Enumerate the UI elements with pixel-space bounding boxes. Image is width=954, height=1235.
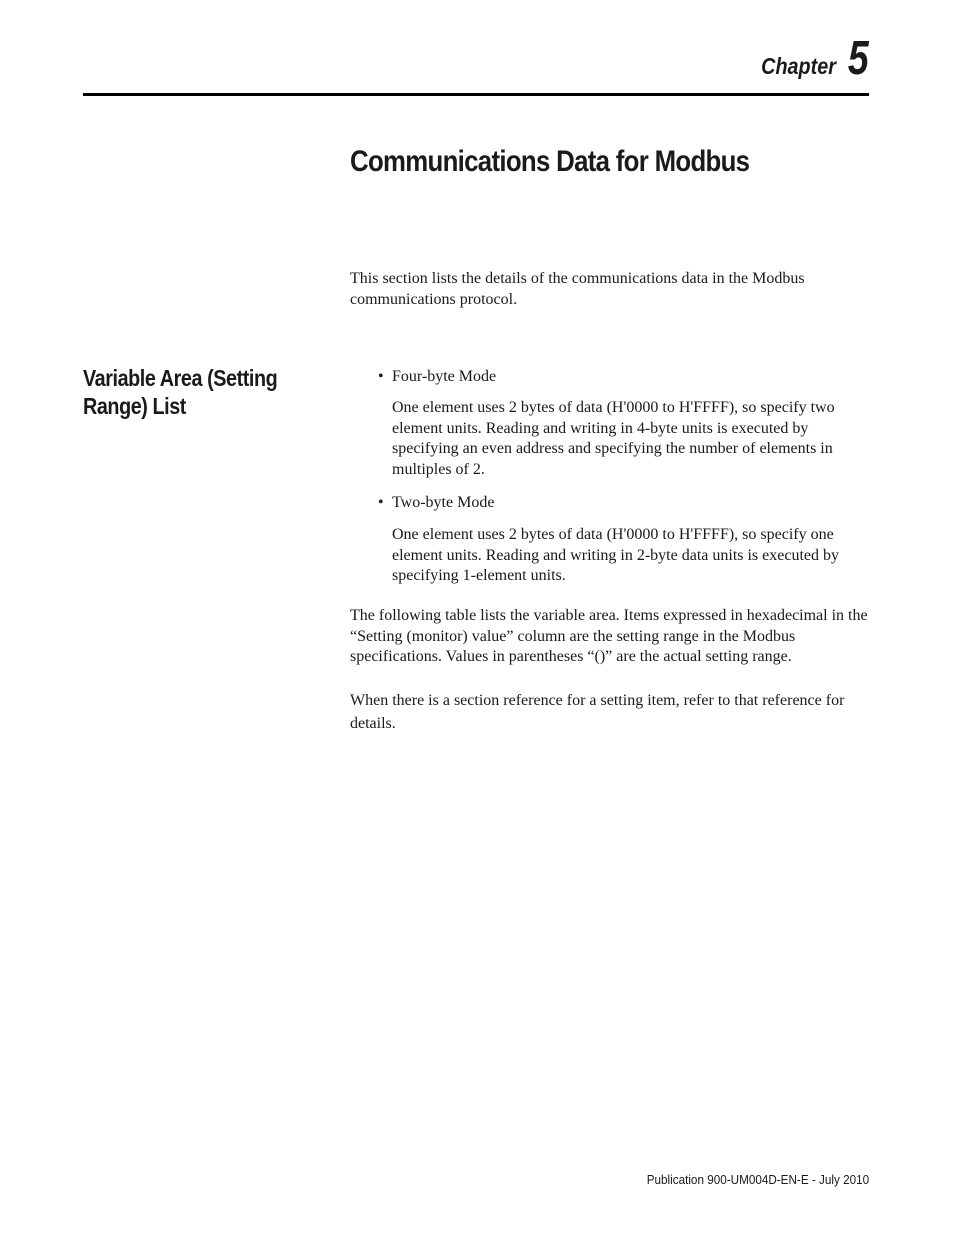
bullet-four-byte: [378, 367, 496, 387]
intro-paragraph: This section lists the details of the communications data in the Modbus communications protocol.: [350, 270, 805, 308]
bullet-label: Two-byte Mode: [392, 494, 495, 511]
chapter-label: Chapter: [761, 53, 837, 79]
bullet-dot: •: [378, 494, 384, 511]
chapter-rule: [83, 93, 869, 96]
four-byte-description: One element uses 2 bytes of data (H'0000 to H'FFFF), so specify two element units. Reading and writing in 4-byte units is executed by specifying an even address and specifying the number of elements in multiples of 2.: [392, 399, 835, 478]
publication-footer: Publication 900-UM004D-EN-E - July 2010: [646, 1172, 869, 1187]
chapter-heading: [749, 30, 869, 88]
bullet-dot: •: [378, 368, 384, 385]
bullet-label: Four-byte Mode: [392, 368, 497, 385]
two-byte-description: One element uses 2 bytes of data (H'0000 to H'FFFF), so specify one element units. Reading and writing in 2-byte data units is executed by specifying 1-element units.: [392, 526, 840, 584]
section-reference-paragraph: When there is a section reference for a setting item, refer to that reference for details.: [350, 692, 845, 732]
bullet-two-byte: [378, 493, 494, 513]
section-heading: Variable Area (Setting Range) List: [83, 365, 278, 419]
table-description-paragraph: The following table lists the variable area. Items expressed in hexadecimal in the “Setting (monitor) value” column are the setting range in the Modbus specifications. Values in parentheses “()” are the actual setting range.: [350, 607, 868, 665]
page-title: Communications Data for Modbus: [350, 145, 750, 178]
chapter-number: 5: [848, 32, 869, 85]
